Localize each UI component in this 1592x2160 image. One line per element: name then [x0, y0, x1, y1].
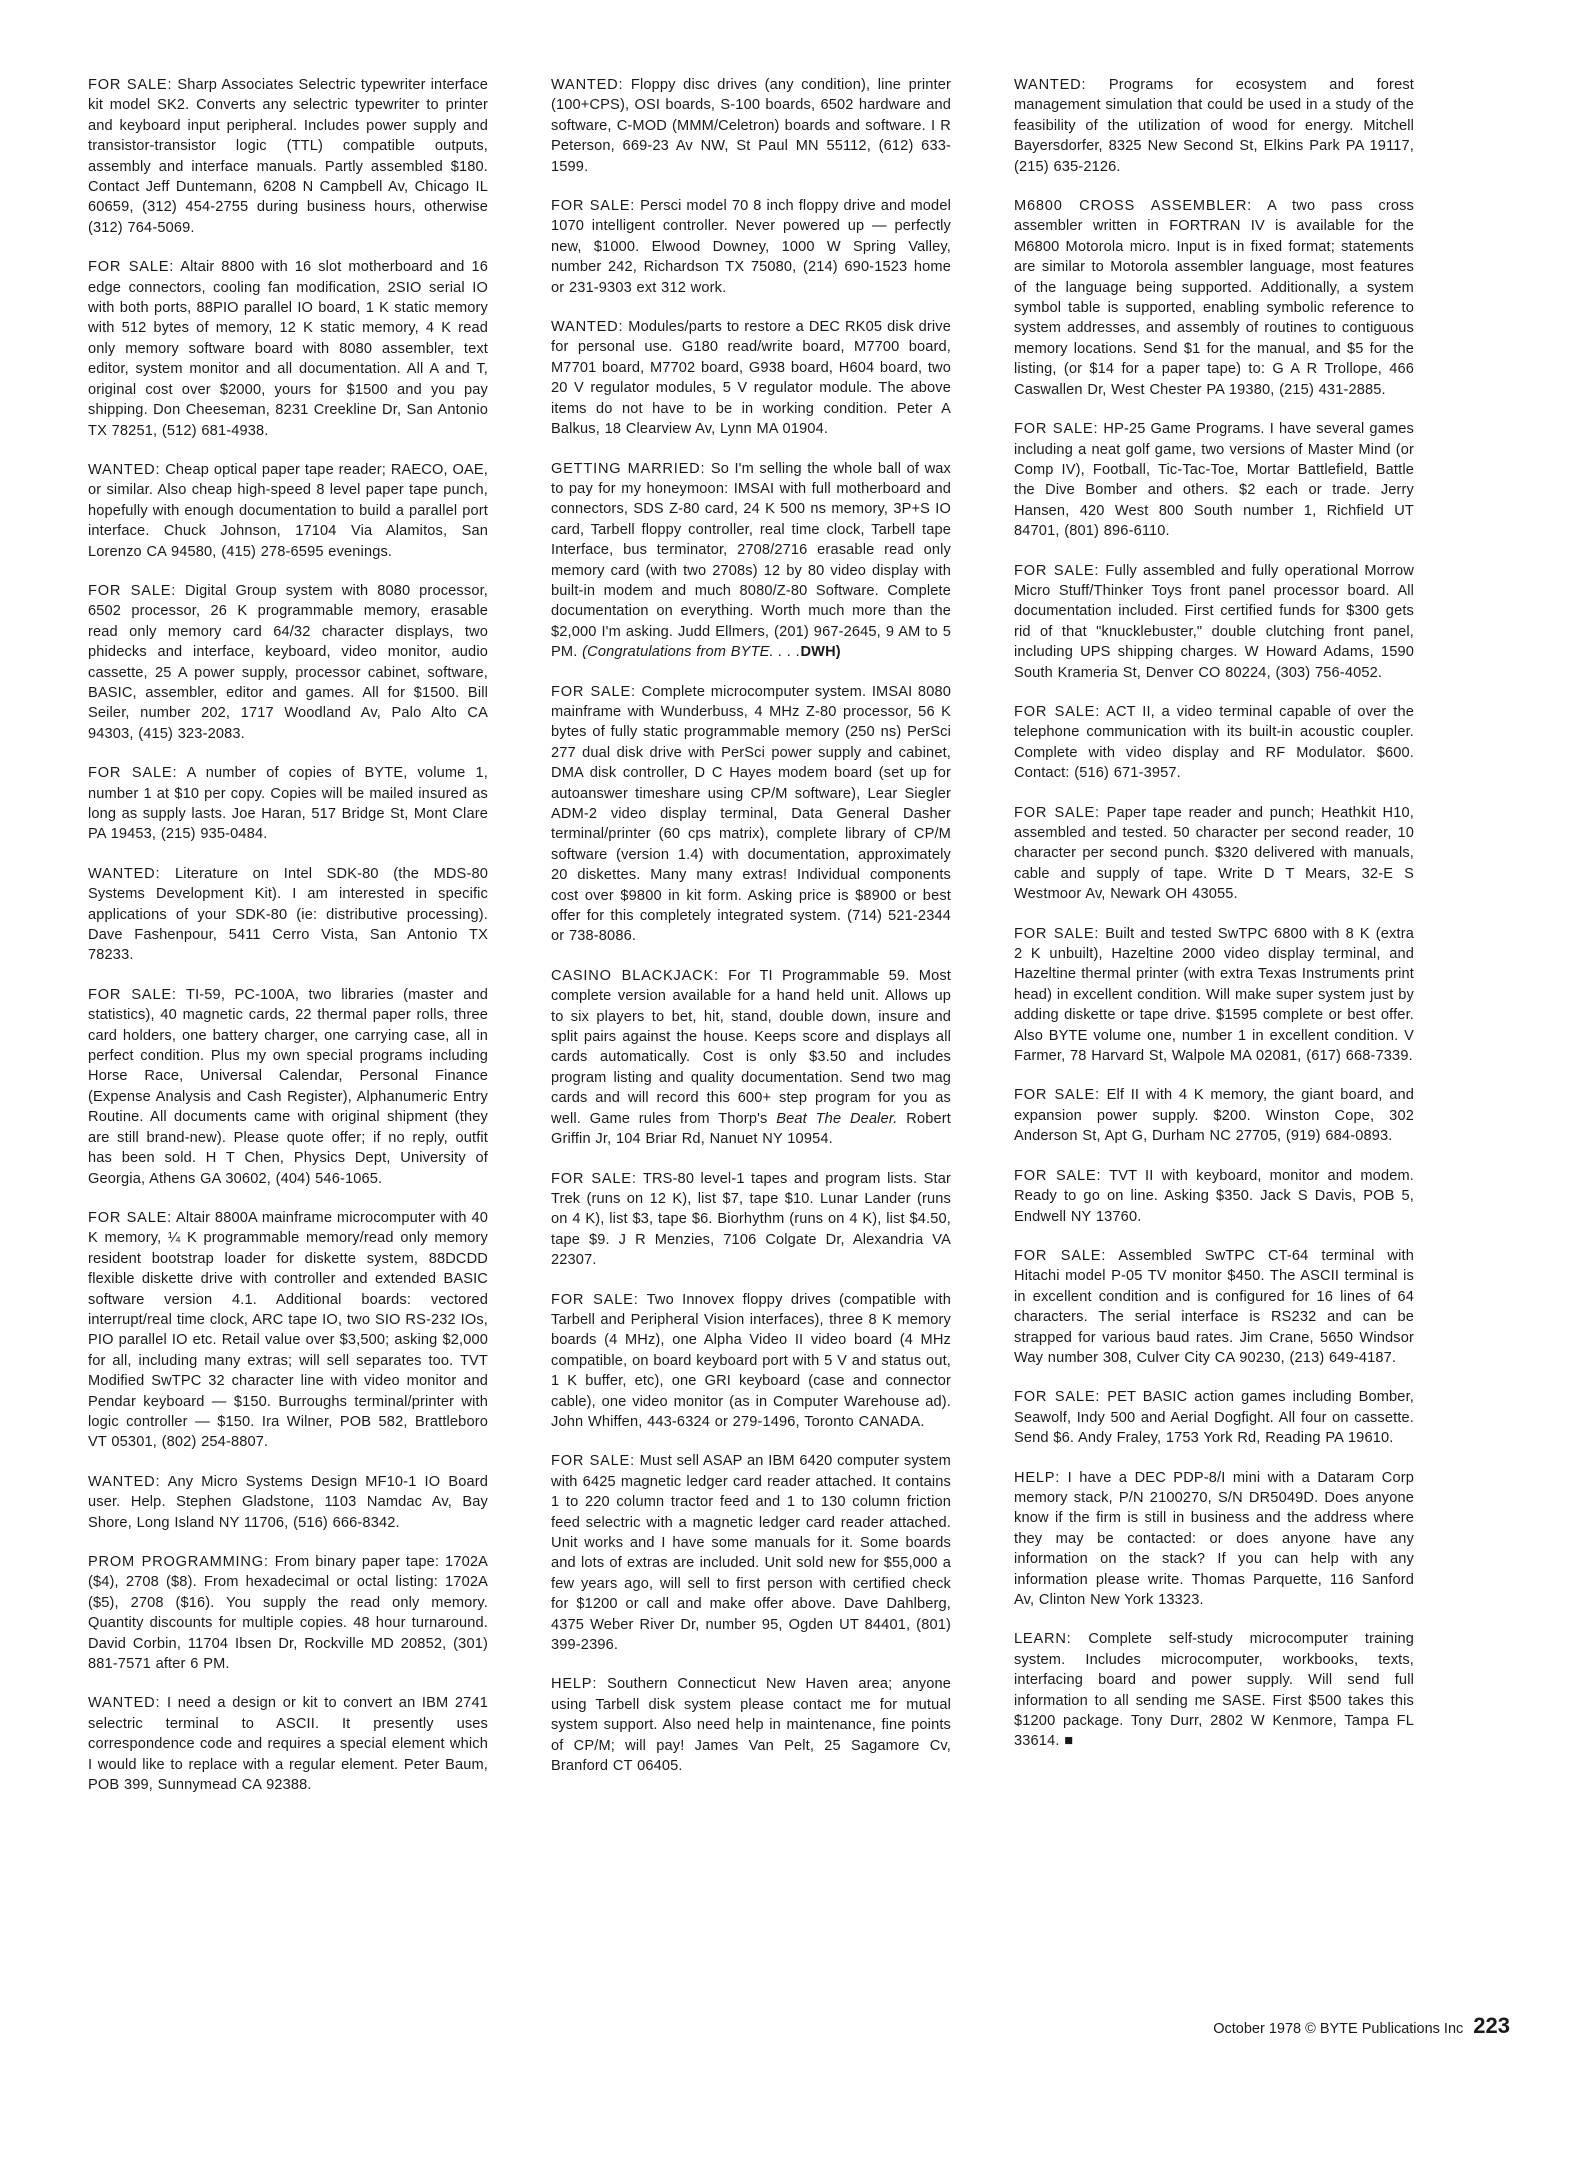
ad-heading: FOR SALE: — [1014, 1087, 1100, 1104]
ad-heading: WANTED: — [88, 461, 161, 478]
ad-heading: WANTED: — [88, 865, 161, 882]
ad-heading: FOR SALE: — [88, 582, 177, 599]
classified-ad — [551, 966, 951, 1150]
ad-heading: FOR SALE: — [1014, 562, 1100, 579]
ad-body: Literature on Intel SDK-80 (the MDS-80 Systems Development Kit). I am interested in specific applications of your SDK-80 (ie: distributive processing). Dave Fashenpour, 5411 Cerro Vista, San Antonio TX 78233. — [88, 865, 488, 964]
classified-ad — [551, 1451, 951, 1655]
classified-ad — [1014, 1085, 1414, 1146]
classified-ad — [88, 257, 488, 441]
ad-body: Digital Group system with 8080 processor, 6502 processor, 26 K programmable memory, erasable read only memory card 64/32 character displays, two phidecks and interface, keyboard, video monitor, audio cassette, 25 A power supply, processor cabinet, software, BASIC, assembler, editor and games. All for $1500. Bill Seiler, number 202, 1717 Woodland Av, Palo Alto CA 94303, (415) 323-2083. — [88, 582, 488, 742]
ad-body: Modules/parts to restore a DEC RK05 disk drive for personal use. G180 read/write board, M7700 board, M7701 board, M7702 board, G938 board, H604 board, two 20 V regulator modules, 5 V regulator module. The above items do not have to be in working condition. Peter A Balkus, 18 Clearview Av, Lynn MA 01904. — [551, 319, 951, 438]
ad-heading: WANTED: — [551, 77, 624, 93]
ad-heading: FOR SALE: — [88, 259, 175, 276]
classified-ad — [551, 682, 951, 947]
classified-ad — [1014, 924, 1414, 1067]
footer-publication-line: October 1978 © BYTE Publications Inc — [1213, 2021, 1464, 2037]
ad-body: Sharp Associates Selectric typewriter interface kit model SK2. Converts any selectric typewriter to printer and keyboard input peripheral. Includes power supply and transistor-transistor logic (TTL) compatible outputs, assembly and interface manuals. Partly assembled $180. Contact Jeff Duntemann, 6208 N Campbell Av, Chicago IL 60659, (312) 454-2755 during business hours, otherwise (312) 764-5069. — [88, 77, 488, 236]
ad-heading: FOR SALE: — [551, 1170, 637, 1187]
classified-ad — [88, 763, 488, 845]
ad-heading: HELP: — [1014, 1469, 1061, 1486]
ad-body: Southern Connecticut New Haven area; anyone using Tarbell disk system please contact me for mutual system support. Also need help in maintenance, fine points of CP/M; will pay! James Van Pelt, 25 Sagamore Cv, Branford CT 06405. — [551, 1676, 951, 1775]
ad-body: Assembled SwTPC CT-64 terminal with Hitachi model P-05 TV monitor $450. The ASCII terminal is in excellent condition and is configured for 16 lines of 64 characters. The serial interface is RS232 and can be strapped for various baud rates. Jim Crane, 5650 Windsor Way number 308, Culver City CA 90230, (213) 649-4187. — [1014, 1247, 1414, 1366]
ad-body: TRS-80 level-1 tapes and program lists. Star Trek (runs on 12 K), list $7, tape $10. Lunar Lander (runs on 4 K), list $3, tape $6. Biorhythm (runs on 4 K), list $4.50, tape $9. J R Menzies, 7106 Colgate Dr, Alexandria VA 22307. — [551, 1170, 951, 1269]
ad-body: So I'm selling the whole ball of wax to pay for my honeymoon: IMSAI with full motherboard and connectors, SDS Z-80 card, 24 K 500 ns memory, 3P+S IO card, Tarbell floppy controller, real time clock, Tarbell tape Interface, bus terminator, 2708/2716 erasable read only memory card (with two 2708s) 12 by 80 video display with built-in modem and much 8080/Z-80 Software. Complete documentation on everything. Worth much more than the $2,000 I'm asking. Judd Ellmers, (201) 967-2645, 9 AM to 5 PM. — [551, 460, 951, 661]
ad-body: Complete microcomputer system. IMSAI 8080 mainframe with Wunderbuss, 4 MHz Z-80 processor, 56 K bytes of fully static programmable memory (250 ns) PerSci 277 dual disk drive with PerSci power supply and cabinet, DMA disk controller, D C Hayes modem board (set up for autoanswer timeshare using CP/M software), Lear Siegler ADM-2 video display terminal, Data General Dasher terminal/printer (60 cps matrix), complete library of CP/M software (version 1.4) with documentation, approximately 20 diskettes. Many many extras! Individual components cost over $9800 in kit form. Asking price is $8900 or best offer for this completely integrated system. (714) 521-2344 or 738-8086. — [551, 683, 951, 945]
ad-heading: FOR SALE: — [88, 77, 173, 93]
column-2 — [551, 75, 951, 1795]
ad-heading: FOR SALE: — [1014, 925, 1100, 942]
ad-heading: HELP: — [551, 1676, 598, 1693]
ad-heading: FOR SALE: — [88, 1209, 173, 1226]
ad-body: Any Micro Systems Design MF10-1 IO Board user. Help. Stephen Gladstone, 1103 Namdac Av, Bay Shore, Long Island NY 11706, (516) 666-8342. — [88, 1473, 489, 1531]
end-of-section-mark: ■ — [1064, 1733, 1074, 1750]
classified-ad — [1014, 1387, 1414, 1448]
classified-ad — [1014, 1246, 1414, 1368]
classified-ad — [88, 1693, 488, 1795]
ad-heading: FOR SALE: — [1014, 1167, 1102, 1184]
classified-ad — [1014, 1468, 1414, 1611]
classified-ad — [1014, 702, 1414, 784]
ad-body: Altair 8800A mainframe microcomputer with 40 K memory, ¼ K programmable memory/read only memory resident bootstrap loader for diskette system, 88DCDD flexible diskette drive with controller and extended BASIC software version 4.1. Additional boards: vectored interrupt/real time clock, ARC tape IO, two SIO RS-232 IOs, PIO parallel IO etc. Retail value over $3,500; asking $2,000 for all, including many extras; will sell separates too. TVT Modified SwTPC 32 character line with video monitor and Pendar keyboard — $150. Burroughs terminal/printer with logic controller — $150. Ira Wilner, POB 582, Brattleboro VT 05301, (802) 254-8807. — [88, 1209, 488, 1451]
ad-heading: PROM PROGRAMMING: — [88, 1554, 269, 1570]
ad-body: HP-25 Game Programs. I have several games including a neat golf game, two versions of Master Mind (or Comp IV), Football, Tic-Tac-Toe, Mortar Battlefield, Battle the Dive Bomber and others. $2 each or trade. Jerry Hansen, 420 West 800 South number 1, Richfield UT 84701, (801) 896-6110. — [1014, 421, 1414, 540]
ad-heading: WANTED: — [1014, 77, 1087, 93]
classified-ad — [88, 864, 488, 966]
ad-editor-note: (Congratulations from BYTE. . . . — [582, 644, 801, 661]
ad-body: Persci model 70 8 inch floppy drive and model 1070 intelligent controller. Never powered up — perfectly new, $1000. Elwood Downey, 1000 W Spring Valley, number 242, Richardson TX 75080, (214) 690-1523 home or 231-9303 ext 312 work. — [551, 198, 951, 296]
ad-body: ACT II, a video terminal capable of over the telephone communication with its built-in acoustic coupler. Complete with video display and RF Modulator. $600. Contact: (516) 671-3957. — [1014, 703, 1414, 782]
classified-ad — [1014, 75, 1414, 177]
ad-heading: FOR SALE: — [88, 765, 178, 782]
ad-heading: LEARN: — [1014, 1631, 1072, 1648]
column-3 — [1014, 75, 1414, 1771]
ad-body: Altair 8800 with 16 slot motherboard and 16 edge connectors, cooling fan modification, 2SIO serial IO with both ports, 88PIO parallel IO board, 1 K static memory with 512 bytes of memory, 12 K static memory, 4 K read only memory software board with 8080 assembler, text editor, system monitor and all documentation. All A and T, original cost over $2000, yours for $1500 and you pay shipping. Don Cheeseman, 8231 Creekline Dr, San Antonio TX 78251, (512) 681-4938. — [88, 259, 488, 439]
classified-ad — [551, 1169, 951, 1271]
ad-heading: FOR SALE: — [1014, 1389, 1101, 1406]
ad-heading: FOR SALE: — [1014, 804, 1100, 821]
ad-body: I have a DEC PDP-8/I mini with a Dataram Corp memory stack, P/N 2100270, S/N DR5049D. Does anyone know if the firm is still in business and the address where they may be contacted: or does anyone have any information on the stack? If you can help with any information please write. Thomas Parquette, 116 Sanford Av, Clinton New York 13323. — [1014, 1469, 1414, 1608]
classified-ad — [88, 581, 488, 744]
ad-body: Fully assembled and fully operational Morrow Micro Stuff/Thinker Toys front panel processor board. All documentation included. First certified funds for $300 gets rid of that "knucklebuster," double clutching front panel, including UPS shipping charges. W Howard Adams, 1590 South Krameria St, Denver CO 80224, (303) 756-4052. — [1014, 562, 1414, 681]
classified-ad — [88, 985, 488, 1189]
ad-body: Complete self-study microcomputer training system. Includes microcomputer, workbooks, texts, interfacing board and power supply. Will send full information to all sending me SASE. First $500 takes this $1200 package. Tony Durr, 2802 W Kenmore, Tampa FL 33614. — [1014, 1631, 1414, 1750]
classified-ad — [551, 1290, 951, 1433]
page-footer — [1180, 2013, 1510, 2039]
classified-ad — [88, 75, 488, 238]
ad-book-title: Beat The Dealer. — [776, 1110, 898, 1127]
ad-body: Two Innovex floppy drives (compatible with Tarbell and Peripheral Vision interfaces), three 8 K memory boards (4 MHz), one Alpha Video II video board (4 MHz compatible, on board keyboard port with 5 V and status out, 1 K buffer, etc), one GRI keyboard (case and connector cable), one video monitor (as in Computer Warehouse ad). John Whiffen, 443-6324 or 279-1496, Toronto CANADA. — [551, 1291, 951, 1430]
classified-ad — [551, 196, 951, 298]
ad-body: TVT II with keyboard, monitor and modem. Ready to go on line. Asking $350. Jack S Davis, POB 5, Endwell NY 13760. — [1014, 1167, 1414, 1225]
classified-ad — [88, 1208, 488, 1453]
classified-ad — [88, 1552, 488, 1674]
ad-body: I need a design or kit to convert an IBM 2741 selectric terminal to ASCII. It presently uses correspondence code and requires a special element which I would like to replace with a regular element. Peter Baum, POB 399, Sunnymead CA 92388. — [88, 1695, 488, 1794]
ad-heading: FOR SALE: — [551, 198, 636, 215]
classified-ad — [551, 1674, 951, 1776]
ad-body: Paper tape reader and punch; Heathkit H10, assembled and tested. 50 character per second reader, 10 character per second punch. $320 delivered with manuals, cable and supply of tape. Write D T Mears, 32-E S Westmoor Av, Newark OH 43055. — [1014, 804, 1414, 903]
ad-body: Programs for ecosystem and forest management simulation that could be used in a study of the feasibility of the utilization of wood for energy. Mitchell Bayersdorfer, 8325 New Second St, Elkins Park PA 19117, (215) 635-2126. — [1014, 77, 1414, 175]
ad-body: PET BASIC action games including Bomber, Seawolf, Indy 500 and Aerial Dogfight. All four on cassette. Send $6. Andy Fraley, 1753 York Rd, Reading PA 19610. — [1014, 1389, 1414, 1447]
ad-editor-signature: DWH) — [800, 644, 841, 661]
ad-body: Built and tested SwTPC 6800 with 8 K (extra 2 K unbuilt), Hazeltine 2000 video display terminal, and Hazeltine thermal printer (with extra Texas Instruments print head) in excellent condition. Will make super system just by adding diskette or tape drive. $1595 complete or best offer. Also BYTE volume one, number 1 in excellent condition. V Farmer, 78 Harvard St, Walpole MA 02081, (617) 668-7339. — [1014, 925, 1414, 1065]
ad-body: Must sell ASAP an IBM 6420 computer system with 6425 magnetic ledger card reader attached. It contains 1 to 220 column tractor feed and 1 to 130 column friction feed selectric with a magnetic ledger card reader attached. Unit works and I have some manuals for it. Some boards and lots of extras are included. Unit sold new for $55,000 a few years ago, will sell to first person with certified check for $1200 or call and make offer above. Dave Dahlberg, 4375 Weber River Dr, number 95, Ogden UT 84401, (801) 399-2396. — [551, 1453, 951, 1654]
ad-body: A two pass cross assembler written in FORTRAN IV is available for the M6800 Motorola micro. Input is in fixed format; statements are similar to Motorola assembler language, most features of the language being supported. Additionally, a system symbol table is supported, enabling symbolic reference to system addresses, and assembly of routines to contiguous memory locations. Send $1 for the manual, and $5 for the listing, (or $14 for a paper tape) to: G A R Trollope, 466 Caswallen Dr, West Chester PA 19380, (215) 431-2885. — [1014, 198, 1414, 398]
ad-heading: CASINO BLACKJACK: — [551, 967, 719, 984]
classified-ad — [551, 459, 951, 663]
ad-heading: FOR SALE: — [551, 683, 636, 700]
ad-body: A number of copies of BYTE, volume 1, number 1 at $10 per copy. Copies will be mailed insured as long as supply lasts. Joe Haran, 517 Bridge St, Mont Clare PA 19453, (215) 935-0484. — [88, 765, 488, 843]
classified-ad — [1014, 561, 1414, 683]
ad-body: From binary paper tape: 1702A ($4), 2708 ($8). From hexadecimal or octal listing: 1702A ($5), 2708 ($16). You supply the read only memory. Quantity discounts for multiple copies. 48 hour turnaround. David Corbin, 11704 Ibsen Dr, Rockville MD 20852, (301) 881-7571 after 6 PM. — [88, 1554, 488, 1673]
ad-heading: WANTED: — [88, 1695, 161, 1712]
classified-ad — [88, 1472, 488, 1533]
classified-ad — [1014, 1166, 1414, 1227]
ad-body-tail: Robert Griffin Jr, 104 Briar Rd, Nanuet NY 10954. — [551, 1110, 951, 1148]
ad-heading: FOR SALE: — [551, 1453, 635, 1470]
ad-heading: FOR SALE: — [1014, 703, 1101, 720]
ad-heading: FOR SALE: — [551, 1291, 639, 1308]
ad-body: Cheap optical paper tape reader; RAECO, OAE, or similar. Also cheap high-speed 8 level paper tape punch, hopefully with enough documentation to build a parallel port interface. Chuck Johnson, 17104 Via Alamitos, San Lorenzo CA 94580, (415) 278-6595 evenings. — [88, 461, 488, 560]
ad-heading: WANTED: — [88, 1473, 161, 1490]
ad-heading: GETTING MARRIED: — [551, 460, 706, 477]
classified-ad — [551, 75, 951, 177]
ad-heading: WANTED: — [551, 319, 624, 336]
ad-heading: M6800 CROSS ASSEMBLER: — [1014, 198, 1253, 215]
ad-body: For TI Programmable 59. Most complete version available for a hand held unit. Allows up to six players to bet, hit, stand, double down, insure and split pairs against the house. Keeps score and displays all cards automatically. Cost is only $3.50 and includes program listing and quality documentation. Send two mag cards and will record this 600+ step program for you as well. Game rules from Thorp's — [551, 967, 951, 1127]
classified-ad — [1014, 803, 1414, 905]
classified-ad — [1014, 419, 1414, 541]
page-number: 223 — [1473, 2013, 1510, 2038]
ad-heading: FOR SALE: — [1014, 421, 1099, 438]
ad-body: TI-59, PC-100A, two libraries (master and statistics), 40 magnetic cards, 22 thermal paper rolls, three card holders, one battery charger, one carrying case, all in perfect condition. Plus my own special programs including Horse Race, Universal Calendar, Personal Finance (Expense Analysis and Cash Register), Alphanumeric Entry Routine. All documents came with original shipment (they are still brand-new). Please quote offer; if no reply, outfit has been sold. H T Chen, Physics Dept, University of Georgia, Athens GA 30602, (404) 546-1065. — [88, 986, 488, 1187]
ad-heading: FOR SALE: — [1014, 1247, 1107, 1264]
ad-body: Floppy disc drives (any condition), line printer (100+CPS), OSI boards, S-100 boards, 6502 hardware and software, C-MOD (MMM/Celetron) boards and software. I R Peterson, 669-23 Av NW, St Paul MN 55112, (612) 633-1599. — [551, 77, 951, 175]
classified-ad — [551, 317, 951, 439]
classified-ad — [88, 460, 488, 562]
column-1 — [88, 75, 488, 1814]
classified-ad — [1014, 1629, 1414, 1751]
classified-ad — [1014, 196, 1414, 400]
ad-body: Elf II with 4 K memory, the giant board, and expansion power supply. $200. Winston Cope, 302 Anderson St, Apt G, Durham NC 27705, (919) 684-0893. — [1014, 1087, 1414, 1145]
ad-heading: FOR SALE: — [88, 986, 177, 1003]
